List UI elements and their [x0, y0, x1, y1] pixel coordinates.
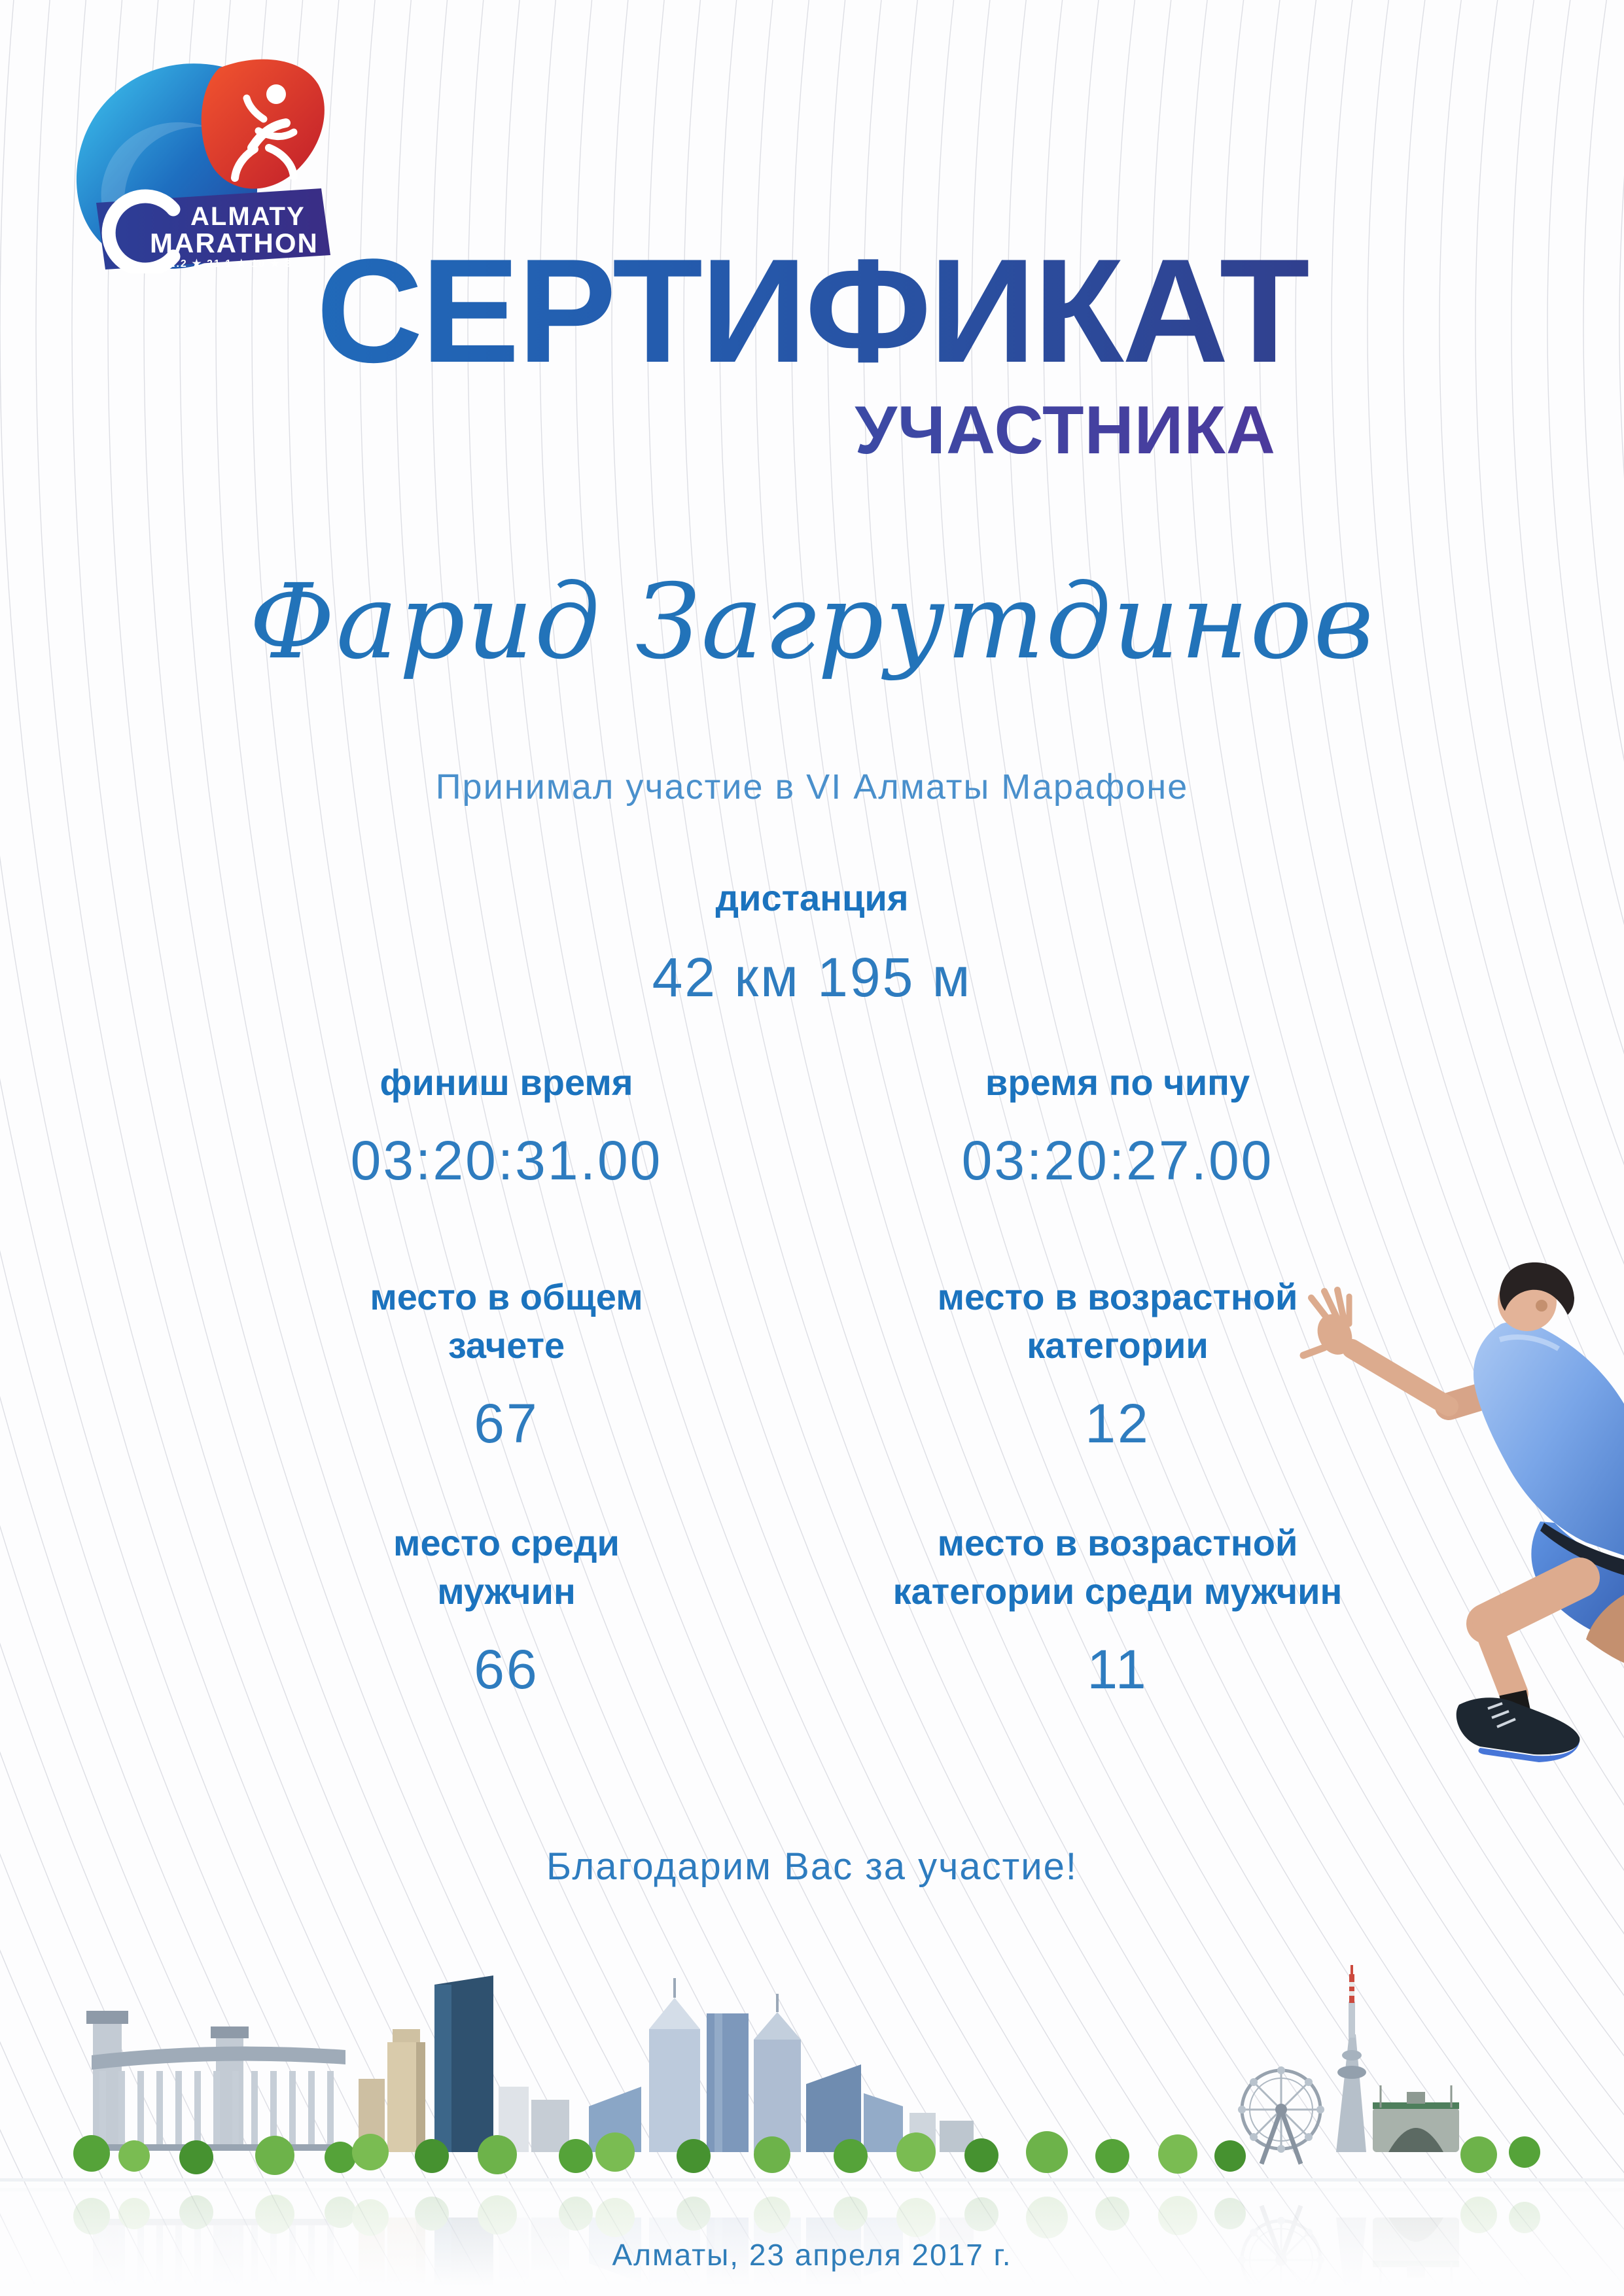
distance-value: 42 км 195 м — [652, 946, 972, 1008]
participation-line: Принимал участие в VI Алматы Марафоне — [435, 767, 1189, 807]
stat-finish-time — [323, 1058, 690, 1192]
stat-value: 66 — [474, 1638, 539, 1700]
distance-block — [0, 874, 1624, 1009]
runner-shirt — [1474, 1322, 1624, 1556]
runner-head — [1498, 1262, 1574, 1331]
logo-word-almaty: ALMATY — [190, 202, 306, 231]
ferris-wheel — [1238, 2066, 1324, 2164]
buildings-left — [359, 1975, 569, 2152]
glass-towers — [589, 1978, 974, 2152]
certificate-title: СЕРТИФИКАТ — [0, 237, 1624, 385]
stat-men-place — [376, 1519, 637, 1701]
participant-name: Фарид Загрутдинов — [249, 562, 1375, 682]
stat-label: место среди мужчин — [393, 1522, 620, 1612]
stat-label: место в возрастной категории — [937, 1276, 1298, 1366]
distance-label: дистанция — [715, 877, 909, 918]
stat-value: 03:20:31.00 — [350, 1129, 663, 1191]
tv-tower — [1336, 1965, 1366, 2152]
stat-age-category-place — [934, 1273, 1301, 1455]
stat-label: время по чипу — [985, 1062, 1250, 1103]
stat-value: 12 — [1085, 1392, 1150, 1454]
stat-label: место в возрастной категории среди мужчин — [892, 1522, 1343, 1612]
stat-label: финиш время — [380, 1062, 633, 1103]
stat-age-category-men-place — [889, 1519, 1347, 1701]
logo-runner-badge — [202, 60, 325, 189]
runner-shoe — [1456, 1697, 1580, 1762]
stat-overall-place — [356, 1273, 657, 1455]
stat-value: 11 — [1087, 1638, 1148, 1700]
stat-chip-time — [934, 1058, 1301, 1192]
stat-label: место в общем зачете — [370, 1276, 643, 1366]
runner-photo-illustration — [1284, 1242, 1624, 1792]
stat-value: 03:20:27.00 — [961, 1129, 1274, 1191]
thanks-line: Благодарим Вас за участие! — [546, 1845, 1078, 1888]
footer-date: Алматы, 23 апреля 2017 г. — [612, 2238, 1012, 2272]
certificate-subtitle: УЧАСТНИКА — [855, 392, 1276, 468]
stadium — [1373, 2085, 1459, 2152]
stat-value: 67 — [474, 1392, 539, 1454]
colonnade — [86, 2011, 347, 2151]
